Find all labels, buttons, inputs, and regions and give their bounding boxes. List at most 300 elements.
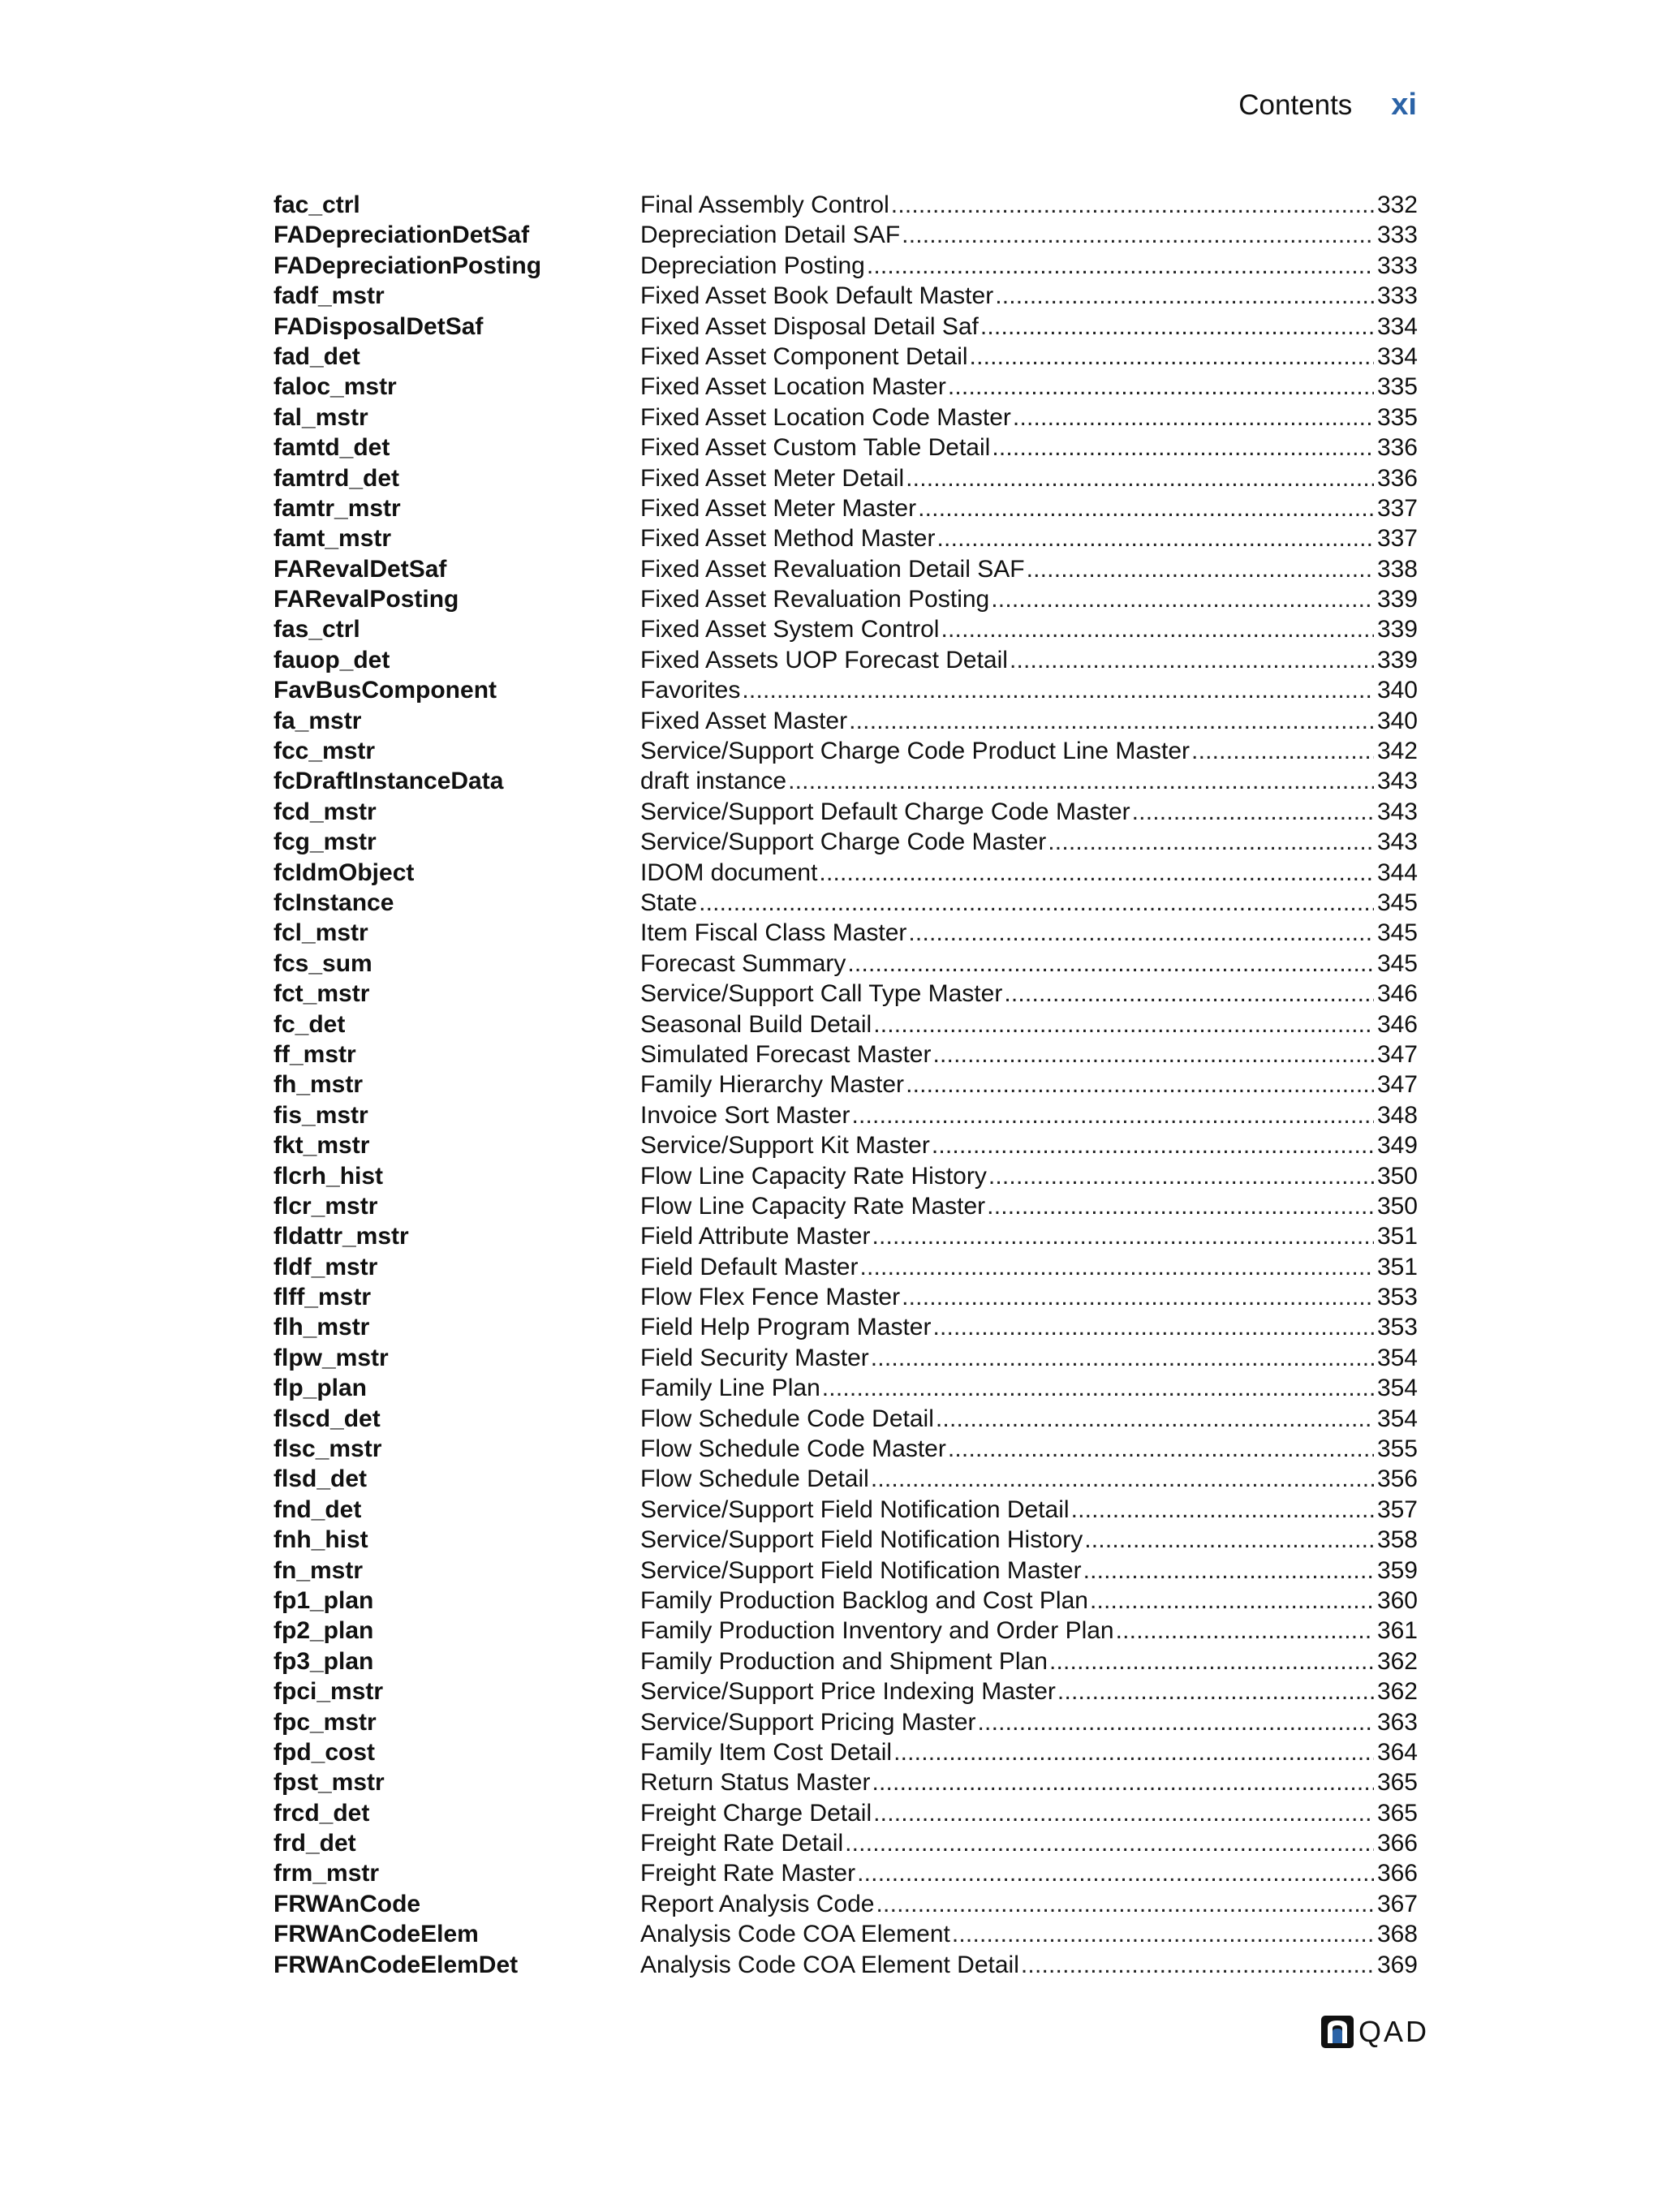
dot-leader [1049, 1646, 1374, 1676]
dot-leader [893, 1737, 1374, 1767]
table-name: fcl_mstr [273, 919, 368, 947]
entry-page-number: 362 [1376, 1678, 1418, 1706]
entry-title: Flow Line Capacity Rate History [640, 1162, 987, 1190]
entry-page-number: 345 [1376, 949, 1418, 977]
toc-entry[interactable] [640, 1221, 1418, 1251]
entry-page-number: 338 [1376, 555, 1418, 583]
dot-leader [936, 1404, 1374, 1434]
entry-page-number: 347 [1376, 1040, 1418, 1068]
table-name: flh_mstr [273, 1314, 370, 1341]
toc-entry[interactable] [640, 1950, 1418, 1980]
dot-leader [992, 433, 1374, 463]
entry-page-number: 339 [1376, 586, 1418, 613]
entry-page-number: 335 [1376, 373, 1418, 401]
table-name: FADepreciationDetSaf [273, 222, 530, 249]
table-name: fp3_plan [273, 1647, 374, 1675]
entry-title: Family Line Plan [640, 1375, 820, 1402]
table-name: fa_mstr [273, 707, 362, 734]
toc-row [273, 918, 1418, 948]
toc-row [273, 1798, 1418, 1828]
table-name: fadf_mstr [273, 282, 385, 310]
toc-entry[interactable] [640, 888, 1418, 918]
dot-leader [1090, 1586, 1374, 1616]
entry-title: Fixed Asset Master [640, 707, 848, 734]
page-header [1238, 88, 1417, 123]
toc-entry[interactable] [640, 918, 1418, 948]
toc-entry[interactable] [640, 827, 1418, 857]
entry-page-number: 339 [1376, 616, 1418, 643]
entry-title: Family Hierarchy Master [640, 1071, 905, 1099]
toc-entry[interactable] [640, 281, 1418, 311]
entry-title: Fixed Asset Location Master [640, 373, 946, 401]
dot-leader [1004, 979, 1374, 1009]
entry-title: Invoice Sort Master [640, 1101, 850, 1129]
dot-leader [995, 281, 1374, 311]
dot-leader [980, 312, 1374, 342]
toc-entry[interactable] [640, 1707, 1418, 1737]
table-name: famt_mstr [273, 525, 392, 553]
entry-page-number: 362 [1376, 1647, 1418, 1675]
table-name: fal_mstr [273, 403, 368, 431]
table-name: fis_mstr [273, 1101, 368, 1129]
entry-title: Field Help Program Master [640, 1314, 932, 1341]
dot-leader [991, 584, 1374, 614]
entry-page-number: 337 [1376, 525, 1418, 553]
toc-entry[interactable] [640, 766, 1418, 796]
entry-page-number: 353 [1376, 1284, 1418, 1311]
toc-entry[interactable] [640, 1404, 1418, 1434]
toc-row [273, 1676, 1418, 1706]
dot-leader [1057, 1676, 1374, 1706]
dot-leader [819, 858, 1374, 888]
toc-entry[interactable] [640, 493, 1418, 523]
entry-title: Fixed Asset Method Master [640, 525, 936, 553]
entry-page-number: 360 [1376, 1586, 1418, 1614]
entry-page-number: 340 [1376, 677, 1418, 704]
toc-entry[interactable] [640, 523, 1418, 553]
dot-leader [699, 888, 1374, 918]
dot-leader [987, 1191, 1374, 1221]
toc-entry[interactable] [640, 1646, 1418, 1676]
toc-row [273, 342, 1418, 372]
entry-page-number: 356 [1376, 1465, 1418, 1493]
table-name: FADisposalDetSaf [273, 312, 484, 340]
toc-row [273, 1191, 1418, 1221]
entry-title: Service/Support Kit Master [640, 1132, 930, 1160]
toc-entry[interactable] [640, 858, 1418, 888]
entry-title: Service/Support Field Notification Master [640, 1556, 1082, 1584]
toc-row [273, 1312, 1418, 1342]
toc-row [273, 1221, 1418, 1251]
entry-title: Depreciation Posting [640, 252, 865, 279]
qad-logo-text: QAD [1358, 2015, 1430, 2048]
toc-row [273, 1919, 1418, 1949]
dot-leader [822, 1373, 1374, 1403]
header-title: Contents [1238, 89, 1353, 121]
entry-page-number: 367 [1376, 1890, 1418, 1917]
table-name: fkt_mstr [273, 1132, 370, 1160]
entry-page-number: 344 [1376, 859, 1418, 886]
entry-page-number: 355 [1376, 1435, 1418, 1463]
toc-entry[interactable] [640, 1889, 1418, 1919]
toc-entry[interactable] [640, 220, 1418, 250]
toc-row [273, 1373, 1418, 1403]
toc-entry[interactable] [640, 554, 1418, 584]
table-name: fac_ctrl [273, 192, 360, 218]
dot-leader [1132, 797, 1374, 827]
toc-entry[interactable] [640, 1767, 1418, 1797]
toc-entry[interactable] [640, 190, 1418, 220]
toc-entry[interactable] [640, 1009, 1418, 1039]
entry-title: Analysis Code COA Element Detail [640, 1951, 1019, 1978]
table-name: fpd_cost [273, 1738, 376, 1766]
toc-row [273, 1282, 1418, 1312]
toc-row [273, 251, 1418, 281]
entry-page-number: 354 [1376, 1375, 1418, 1402]
toc-row [273, 1434, 1418, 1464]
table-name: fp1_plan [273, 1586, 374, 1614]
entry-page-number: 349 [1376, 1132, 1418, 1160]
toc-entry[interactable] [640, 1616, 1418, 1646]
table-name: fauop_det [273, 646, 390, 673]
dot-leader [871, 1464, 1374, 1494]
toc-entry[interactable] [640, 1069, 1418, 1100]
toc-entry[interactable] [640, 1858, 1418, 1888]
dot-leader [1071, 1495, 1374, 1525]
entry-page-number: 334 [1376, 342, 1418, 370]
entry-title: Service/Support Default Charge Code Master [640, 798, 1130, 825]
toc-row [273, 706, 1418, 736]
dot-leader [788, 766, 1374, 796]
entry-page-number: 369 [1376, 1951, 1418, 1978]
dot-leader [851, 1100, 1374, 1130]
table-name: FARevalPosting [273, 586, 459, 613]
entry-title: Favorites [640, 677, 741, 704]
toc-row [273, 949, 1418, 979]
toc-entry[interactable] [640, 1343, 1418, 1373]
table-name: fc_det [273, 1010, 346, 1038]
toc-entry[interactable] [640, 1434, 1418, 1464]
dot-leader [845, 1828, 1374, 1858]
toc-entry[interactable] [640, 736, 1418, 766]
entry-title: Fixed Asset Component Detail [640, 342, 968, 370]
entry-page-number: 332 [1376, 192, 1418, 218]
dot-leader [988, 1161, 1374, 1191]
entry-page-number: 365 [1376, 1769, 1418, 1797]
table-name: fcIdmObject [273, 859, 415, 886]
dot-leader [876, 1889, 1374, 1919]
entry-title: Flow Line Capacity Rate Master [640, 1192, 986, 1220]
toc-entry[interactable] [640, 1252, 1418, 1282]
entry-title: Freight Rate Master [640, 1860, 856, 1887]
entry-title: Fixed Asset Meter Detail [640, 464, 905, 492]
entry-title: Simulated Forecast Master [640, 1040, 932, 1068]
dot-leader [873, 1798, 1374, 1828]
toc-entry[interactable] [640, 1586, 1418, 1616]
toc-entry[interactable] [640, 1100, 1418, 1130]
toc-row [273, 1556, 1418, 1586]
toc-entry[interactable] [640, 1737, 1418, 1767]
toc-entry[interactable] [640, 1039, 1418, 1069]
toc-row [273, 766, 1418, 796]
toc-entry[interactable] [640, 1130, 1418, 1160]
toc-entry[interactable] [640, 1161, 1418, 1191]
dot-leader [902, 1282, 1374, 1312]
table-name: fldattr_mstr [273, 1223, 409, 1250]
table-name: FRWAnCodeElemDet [273, 1951, 519, 1978]
table-name: flsc_mstr [273, 1435, 382, 1463]
toc-entry[interactable] [640, 1556, 1418, 1586]
toc-entry[interactable] [640, 312, 1418, 342]
toc-row [273, 1525, 1418, 1555]
entry-title: Field Attribute Master [640, 1223, 871, 1250]
toc-row [273, 1950, 1418, 1980]
toc-row [273, 312, 1418, 342]
entry-page-number: 354 [1376, 1344, 1418, 1371]
toc-entry[interactable] [640, 584, 1418, 614]
table-name: famtr_mstr [273, 494, 401, 522]
entry-title: Family Production Backlog and Cost Plan [640, 1586, 1088, 1614]
dot-leader [937, 523, 1374, 553]
entry-title: State [640, 889, 698, 916]
entry-page-number: 346 [1376, 1010, 1418, 1038]
dot-leader [948, 1434, 1374, 1464]
toc-row [273, 281, 1418, 311]
table-name: frm_mstr [273, 1860, 380, 1887]
toc-entry[interactable] [640, 1191, 1418, 1221]
entry-title: IDOM document [640, 859, 818, 886]
table-name: fp2_plan [273, 1617, 374, 1645]
entry-page-number: 353 [1376, 1314, 1418, 1341]
toc-row [273, 1646, 1418, 1676]
table-name: famtrd_det [273, 464, 400, 492]
entry-page-number: 354 [1376, 1405, 1418, 1432]
dot-leader [906, 1069, 1374, 1100]
table-name: flp_plan [273, 1375, 368, 1402]
table-name: fnh_hist [273, 1526, 368, 1554]
table-name: fad_det [273, 342, 360, 370]
dot-leader [847, 949, 1374, 979]
entry-page-number: 334 [1376, 312, 1418, 340]
entry-page-number: 366 [1376, 1860, 1418, 1887]
entry-title: Depreciation Detail SAF [640, 222, 901, 249]
entry-title: Service/Support Pricing Master [640, 1708, 976, 1736]
toc-entry[interactable] [640, 1282, 1418, 1312]
entry-page-number: 343 [1376, 828, 1418, 856]
entry-page-number: 347 [1376, 1071, 1418, 1099]
toc-row [273, 675, 1418, 705]
dot-leader [918, 493, 1374, 523]
table-name: fpci_mstr [273, 1678, 384, 1706]
toc-entry[interactable] [640, 949, 1418, 979]
entry-page-number: 333 [1376, 282, 1418, 310]
table-name: fh_mstr [273, 1071, 364, 1099]
entry-page-number: 350 [1376, 1192, 1418, 1220]
entry-title: Fixed Asset Meter Master [640, 494, 917, 522]
entry-page-number: 346 [1376, 980, 1418, 1008]
toc-entry[interactable] [640, 706, 1418, 736]
entry-page-number: 345 [1376, 889, 1418, 916]
toc-entry[interactable] [640, 797, 1418, 827]
toc-row [273, 1252, 1418, 1282]
entry-title: Fixed Asset Custom Table Detail [640, 434, 991, 462]
entry-page-number: 351 [1376, 1223, 1418, 1250]
entry-title: Analysis Code COA Element [640, 1921, 950, 1948]
toc-entry[interactable] [640, 342, 1418, 372]
toc-row [273, 979, 1418, 1009]
entry-title: Family Production Inventory and Order Plan [640, 1617, 1114, 1645]
toc-row [273, 1828, 1418, 1858]
dot-leader [867, 251, 1374, 281]
dot-leader [1013, 402, 1374, 433]
entry-page-number: 358 [1376, 1526, 1418, 1554]
toc-entry[interactable] [640, 1464, 1418, 1494]
entry-page-number: 350 [1376, 1162, 1418, 1190]
dot-leader [871, 1343, 1374, 1373]
entry-title: Family Production and Shipment Plan [640, 1647, 1048, 1675]
toc-list [273, 190, 1418, 1980]
toc-entry[interactable] [640, 675, 1418, 705]
entry-page-number: 343 [1376, 798, 1418, 825]
dot-leader [1010, 645, 1374, 675]
dot-leader [1084, 1525, 1374, 1555]
dot-leader [872, 1767, 1373, 1797]
toc-entry[interactable] [640, 979, 1418, 1009]
table-name: fas_ctrl [273, 616, 360, 643]
entry-title: Fixed Asset Revaluation Posting [640, 586, 990, 613]
toc-row [273, 463, 1418, 493]
toc-row [273, 554, 1418, 584]
table-name: faloc_mstr [273, 373, 397, 401]
page-number: xi [1391, 88, 1417, 122]
dot-leader [891, 190, 1374, 220]
toc-row [273, 1069, 1418, 1100]
toc-row [273, 433, 1418, 463]
dot-leader [1116, 1616, 1374, 1646]
toc-entry[interactable] [640, 1676, 1418, 1706]
dot-leader [970, 342, 1374, 372]
entry-title: Forecast Summary [640, 949, 846, 977]
toc-row [273, 1616, 1418, 1646]
table-name: flsd_det [273, 1465, 368, 1493]
toc-row [273, 1858, 1418, 1888]
toc-entry[interactable] [640, 645, 1418, 675]
toc-row [273, 1343, 1418, 1373]
entry-page-number: 342 [1376, 738, 1418, 765]
dot-leader [1021, 1950, 1374, 1980]
dot-leader [1048, 827, 1374, 857]
toc-entry[interactable] [640, 463, 1418, 493]
toc-row [273, 1707, 1418, 1737]
entry-title: Fixed Asset Revaluation Detail SAF [640, 555, 1025, 583]
entry-page-number: 333 [1376, 252, 1418, 279]
toc-row [273, 1495, 1418, 1525]
table-name: fcd_mstr [273, 798, 377, 825]
table-name: flff_mstr [273, 1284, 372, 1311]
entry-page-number: 364 [1376, 1738, 1418, 1766]
toc-row [273, 1130, 1418, 1160]
entry-title: Report Analysis Code [640, 1890, 875, 1917]
toc-entry[interactable] [640, 1373, 1418, 1403]
toc-row [273, 888, 1418, 918]
table-name: famtd_det [273, 434, 390, 462]
entry-page-number: 359 [1376, 1556, 1418, 1584]
table-name: fn_mstr [273, 1556, 364, 1584]
toc-entry[interactable] [640, 1919, 1418, 1949]
toc-entry[interactable] [640, 372, 1418, 402]
dot-leader [1191, 736, 1374, 766]
toc-row [273, 797, 1418, 827]
table-name: fcg_mstr [273, 828, 377, 856]
table-name: fcDraftInstanceData [273, 768, 504, 795]
entry-page-number: 337 [1376, 494, 1418, 522]
table-name: ff_mstr [273, 1040, 356, 1068]
entry-page-number: 345 [1376, 919, 1418, 947]
entry-title: Field Default Master [640, 1253, 859, 1280]
dot-leader [932, 1130, 1374, 1160]
toc-row [273, 1161, 1418, 1191]
toc-row [273, 1404, 1418, 1434]
entry-title: Service/Support Field Notification Detail [640, 1495, 1070, 1523]
entry-title: Flow Schedule Code Detail [640, 1405, 934, 1432]
dot-leader [948, 372, 1374, 402]
entry-title: Service/Support Call Type Master [640, 980, 1003, 1008]
table-name: flpw_mstr [273, 1344, 389, 1371]
toc-entry[interactable] [640, 1798, 1418, 1828]
entry-title: Family Item Cost Detail [640, 1738, 893, 1766]
toc-entry[interactable] [640, 402, 1418, 433]
entry-title: Fixed Asset System Control [640, 616, 940, 643]
toc-row [273, 1039, 1418, 1069]
toc-entry[interactable] [640, 1495, 1418, 1525]
dot-leader [857, 1858, 1374, 1888]
dot-leader [932, 1312, 1373, 1342]
toc-row [273, 1009, 1418, 1039]
table-name: flcrh_hist [273, 1162, 384, 1190]
toc-entry[interactable] [640, 1312, 1418, 1342]
entry-title: Fixed Assets UOP Forecast Detail [640, 646, 1008, 673]
toc-row [273, 1100, 1418, 1130]
toc-row [273, 1586, 1418, 1616]
dot-leader [849, 706, 1374, 736]
dot-leader [742, 675, 1374, 705]
dot-leader [1083, 1556, 1374, 1586]
entry-page-number: 340 [1376, 707, 1418, 734]
toc-row [273, 614, 1418, 644]
toc-entry[interactable] [640, 614, 1418, 644]
toc-row [273, 402, 1418, 433]
dot-leader [932, 1039, 1373, 1069]
table-name: FavBusComponent [273, 677, 497, 704]
entry-title: Service/Support Charge Code Master [640, 828, 1047, 856]
toc-row [273, 372, 1418, 402]
toc-entry[interactable] [640, 1525, 1418, 1555]
entry-title: draft instance [640, 768, 787, 795]
entry-page-number: 368 [1376, 1921, 1418, 1948]
table-name: fct_mstr [273, 980, 370, 1008]
toc-row [273, 1737, 1418, 1767]
toc-entry[interactable] [640, 433, 1418, 463]
toc-entry[interactable] [640, 1828, 1418, 1858]
entry-title: Final Assembly Control [640, 192, 889, 218]
toc-entry[interactable] [640, 251, 1418, 281]
dot-leader [902, 220, 1374, 250]
table-name: FRWAnCodeElem [273, 1921, 479, 1948]
toc-row [273, 858, 1418, 888]
dot-leader [859, 1252, 1374, 1282]
entry-page-number: 361 [1376, 1617, 1418, 1645]
entry-title: Flow Flex Fence Master [640, 1284, 901, 1311]
